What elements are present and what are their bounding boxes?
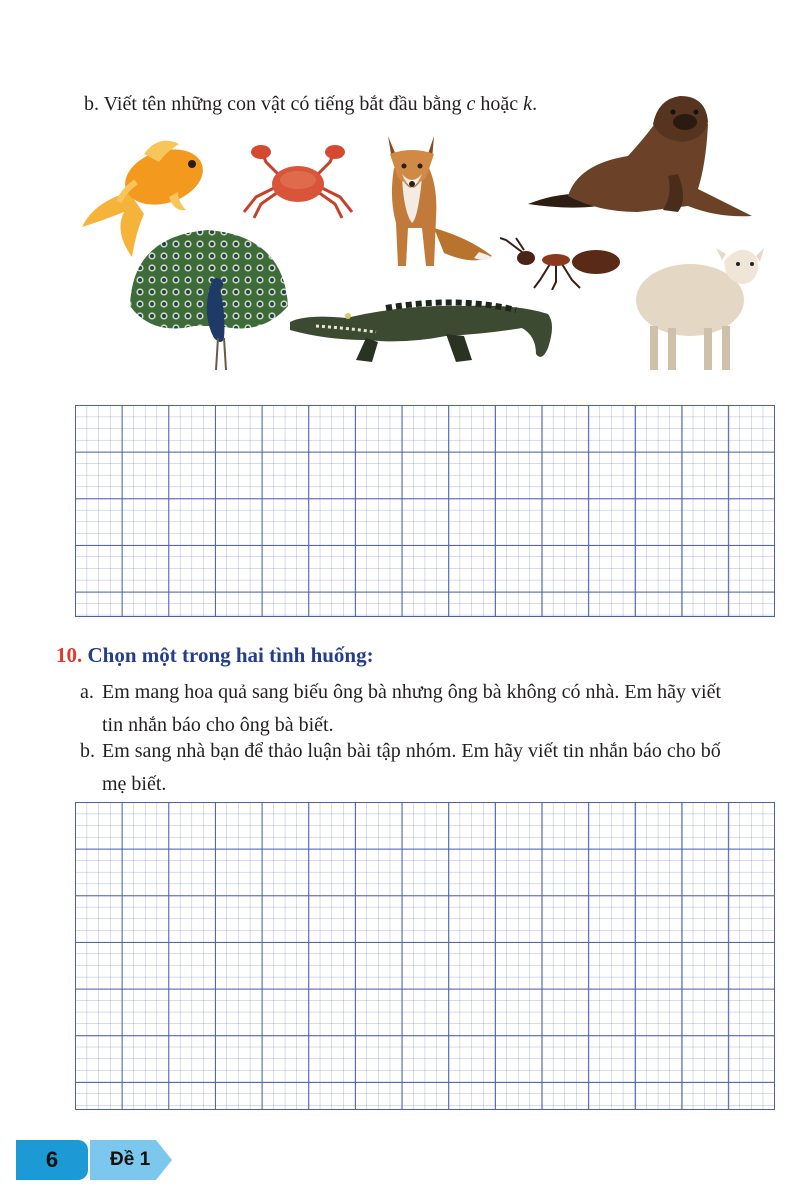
- item-a-line1: Em mang hoa quả sang biếu ông bà nhưng ông bà không có nhà. Em hãy viết: [102, 681, 722, 703]
- question-title: Chọn một trong hai tình huống:: [82, 643, 374, 667]
- item-a-line2: tin nhắn báo cho ông bà biết.: [102, 714, 334, 736]
- writing-grid-2[interactable]: [75, 802, 775, 1110]
- exam-label-tab: [90, 1140, 172, 1180]
- question-10-item-a: [80, 676, 780, 742]
- sea-lion-image: [528, 94, 754, 220]
- task-b-instruction: b. Viết tên những con vật có tiếng bắt đầu bằng c hoặc k.: [84, 93, 538, 115]
- item-b-line2: mẹ biết.: [102, 773, 167, 795]
- page-footer: [16, 1140, 186, 1180]
- question-10-item-b: [80, 735, 780, 801]
- ant-image: [500, 236, 626, 290]
- animal-pictures: [0, 0, 799, 400]
- letter-c: c: [466, 93, 476, 115]
- fox-image: [374, 128, 496, 270]
- item-b-line1: Em sang nhà bạn để thảo luận bài tập nhóm. Em hãy viết tin nhắn báo cho bố: [102, 740, 721, 762]
- item-b-label: b.: [80, 740, 95, 762]
- question-number: 10.: [56, 643, 83, 667]
- sheep-image: [634, 240, 766, 374]
- crocodile-image: [286, 284, 562, 368]
- writing-grid-1[interactable]: [75, 405, 775, 617]
- crab-image: [236, 142, 360, 220]
- item-a-label: a.: [80, 681, 94, 703]
- page-number: 6: [16, 1140, 88, 1180]
- question-10-heading: [56, 643, 374, 668]
- letter-k: k: [523, 93, 533, 115]
- exam-label: Đề 1: [110, 1149, 151, 1170]
- peacock-image: [122, 226, 294, 372]
